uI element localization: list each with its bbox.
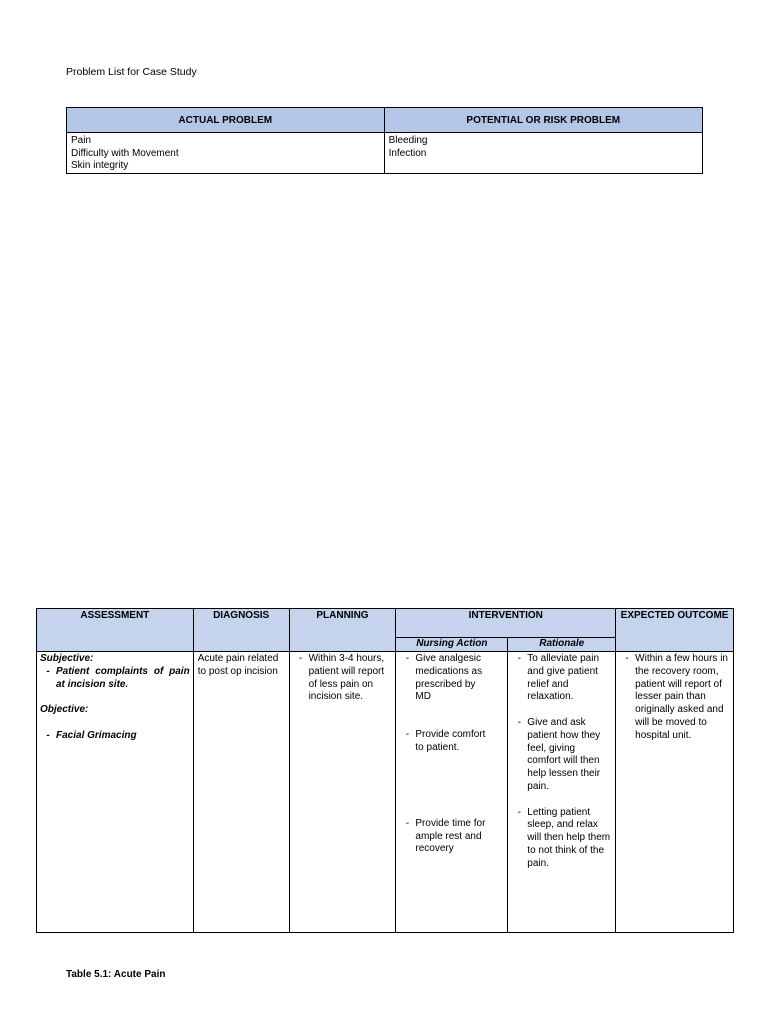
potential-problem-cell <box>384 133 702 174</box>
diagnosis-cell <box>193 652 289 933</box>
potential-problem-item: Infection <box>388 147 427 159</box>
planning-header: PLANNING <box>289 609 396 652</box>
rationale-item <box>511 807 611 871</box>
potential-problem-header: POTENTIAL OR RISK PROBLEM <box>384 108 702 133</box>
care-plan-row <box>37 652 734 933</box>
bullet-dash: - <box>517 716 521 728</box>
actual-problem-item: Skin integrity <box>71 160 129 171</box>
actual-problem-cell <box>67 133 385 174</box>
subjective-text: Patient complaints of pain at incision site. <box>56 665 190 690</box>
care-plan-header-row <box>37 609 734 638</box>
rationale-item <box>511 717 611 794</box>
expected-outcome-cell <box>616 652 734 933</box>
planning-text: Within 3-4 hours, patient will report of less pain on incision site. <box>308 653 385 703</box>
potential-problem-item: Bleeding <box>388 135 428 146</box>
nursing-action-text: Give analgesic medications as prescribed by MD <box>415 653 483 703</box>
nursing-action-text: Provide time for ample rest and recovery <box>415 817 486 855</box>
objective-item <box>40 730 190 743</box>
nursing-action-header: Nursing Action <box>396 638 508 652</box>
planning-item <box>293 653 393 704</box>
bullet-dash: - <box>517 806 521 818</box>
diagnosis-header: DIAGNOSIS <box>193 609 289 652</box>
nursing-action-cell <box>396 652 508 933</box>
nursing-action-text: Provide comfort to patient. <box>415 729 486 753</box>
objective-label: Objective: <box>40 704 89 716</box>
actual-problem-header: ACTUAL PROBLEM <box>67 108 385 133</box>
expected-outcome-item <box>619 653 731 743</box>
rationale-header: Rationale <box>508 638 616 652</box>
problem-table-row <box>67 133 703 174</box>
document-title: Problem List for Case Study <box>66 66 197 78</box>
table-caption: Table 5.1: Acute Pain <box>66 969 166 980</box>
rationale-cell <box>508 652 616 933</box>
rationale-item <box>511 653 611 704</box>
problem-list-table <box>66 107 703 174</box>
expected-outcome-text: Within a few hours in the recovery room, patient will report of lesser pain than originally asked and will be moved to hospital unit. <box>635 653 728 741</box>
bullet-dash: - <box>405 653 410 664</box>
expected-outcome-header: EXPECTED OUTCOME <box>616 609 734 652</box>
actual-problem-item: Pain <box>71 135 92 146</box>
nursing-care-plan-table <box>36 608 734 933</box>
bullet-dash: - <box>625 653 629 664</box>
subjective-label: Subjective: <box>40 653 94 664</box>
assessment-header: ASSESSMENT <box>37 609 194 652</box>
bullet-dash: - <box>46 729 50 741</box>
diagnosis-text: Acute pain related to post op incision <box>197 653 279 677</box>
bullet-dash: - <box>46 665 50 677</box>
rationale-text: To alleviate pain and give patient relief and relaxation. <box>527 653 600 703</box>
rationale-text: Give and ask patient how they feel, giving comfort will then help lessen their pain. <box>527 716 601 792</box>
problem-table-header-row <box>67 108 703 133</box>
nursing-action-item <box>399 653 493 704</box>
objective-text: Facial Grimacing <box>56 729 137 741</box>
bullet-dash: - <box>405 817 410 829</box>
intervention-header: INTERVENTION <box>396 609 616 638</box>
nursing-action-item <box>399 729 493 755</box>
rationale-text: Letting patient sleep, and relax will then help them to not think of the pain. <box>527 806 611 869</box>
assessment-cell <box>37 652 194 933</box>
subjective-item <box>40 666 190 692</box>
actual-problem-item: Difficulty with Movement <box>71 147 179 159</box>
bullet-dash: - <box>517 653 521 664</box>
planning-cell <box>289 652 396 933</box>
bullet-dash: - <box>405 729 410 741</box>
nursing-action-item <box>399 818 493 856</box>
bullet-dash: - <box>298 653 303 664</box>
